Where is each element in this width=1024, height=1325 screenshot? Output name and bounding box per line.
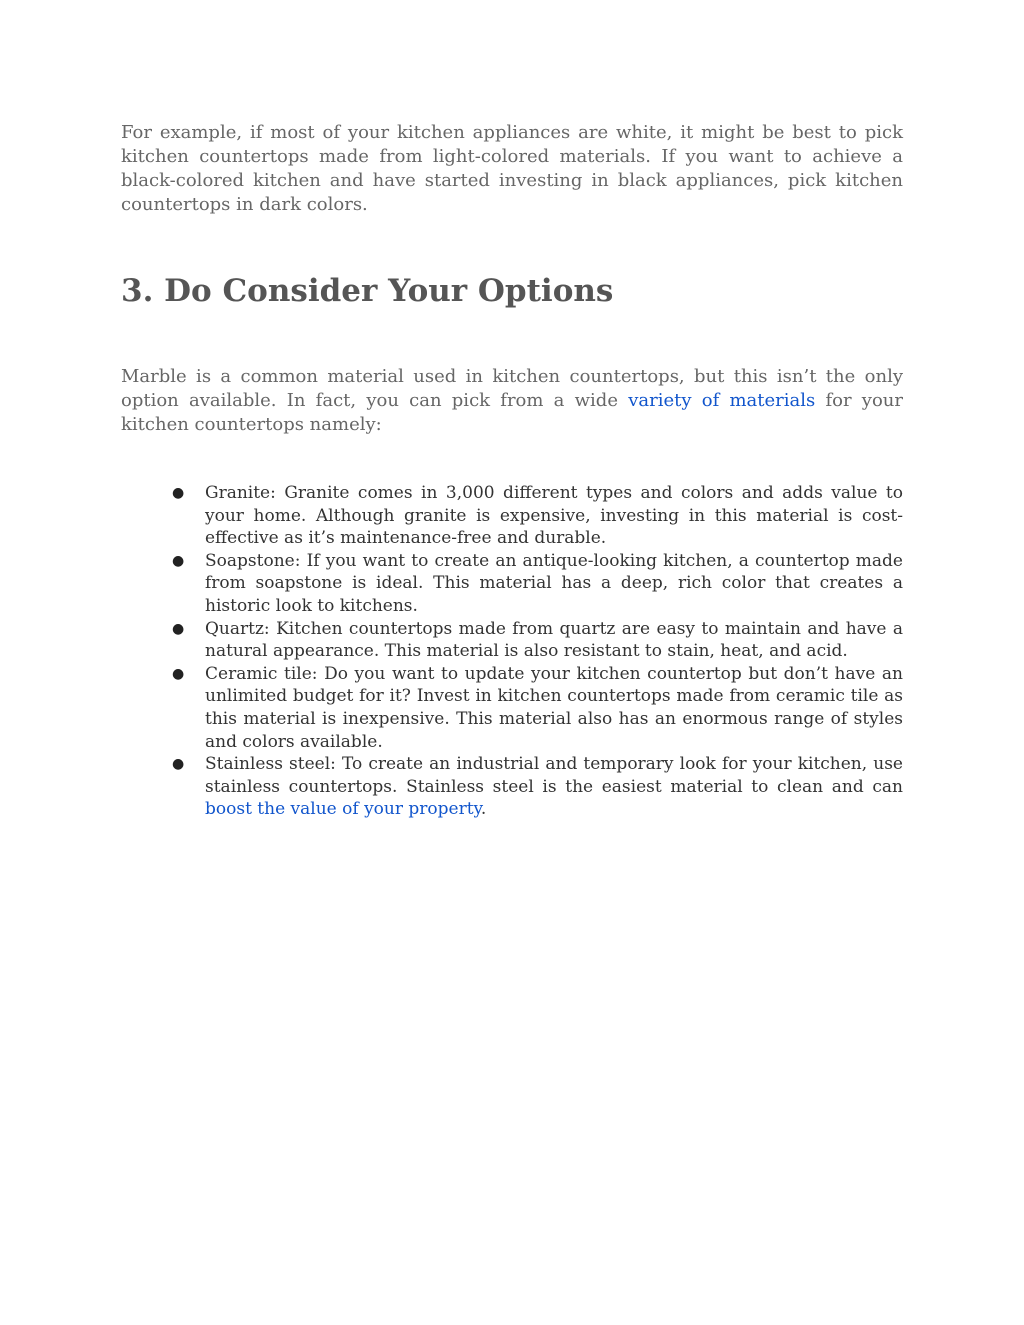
list-item-soapstone <box>121 550 903 618</box>
bullet-icon: ● <box>172 552 185 569</box>
countertop-options-list <box>121 482 903 821</box>
list-item-text: Quartz: Kitchen countertops made from quartz are easy to maintain and have a natural appearance. This material is also resistant to stain, heat, and acid. <box>205 618 903 662</box>
bullet-icon: ● <box>172 665 185 682</box>
list-item-quartz <box>121 618 903 663</box>
list-item-text: Stainless steel: To create an industrial and temporary look for your kitchen, use stainless countertops. Stainless steel is the easiest material to clean and can <box>205 754 903 797</box>
bullet-icon: ● <box>172 485 185 501</box>
options-text-before: Marble is a common material used in kitchen countertops, but this isn’t the only option available. In fact, you can pick from a wide <box>121 366 903 411</box>
list-item-text-after: . <box>480 799 487 820</box>
list-item-granite <box>121 482 903 550</box>
boost-value-link[interactable]: boost the value of your property <box>205 799 481 820</box>
bullet-icon: ● <box>172 620 185 637</box>
options-text-after: for your kitchen countertops namely: <box>121 390 904 435</box>
section-heading: 3. Do Consider Your Options <box>121 273 614 309</box>
list-item-stainless-steel <box>121 753 903 821</box>
document-page <box>121 121 903 821</box>
list-item-text: Granite: Granite comes in 3,000 different types and colors and adds value to your home. Although granite is expensive, investing in this material is cost-effective as it’s maintenance-free and durable. <box>205 483 903 549</box>
intro-paragraph: For example, if most of your kitchen appliances are white, it might be best to pick kitchen countertops made from light-colored materials. If you want to achieve a black-colored kitchen and have started investing in black appliances, pick kitchen countertops in dark colors. <box>121 122 903 215</box>
list-item-text: Soapstone: If you want to create an antique-looking kitchen, a countertop made from soapstone is ideal. This material has a deep, rich color that creates a historic look to kitchens. <box>205 550 903 616</box>
variety-of-materials-link[interactable]: variety of materials <box>628 390 816 411</box>
list-item-ceramic-tile <box>121 663 903 753</box>
list-item-text: Ceramic tile: Do you want to update your kitchen countertop but don’t have an unlimited budget for it? Invest in kitchen countertops made from ceramic tile as this material is inexpensive. This material also has an enormous range of styles and colors available. <box>205 663 903 752</box>
bullet-icon: ● <box>172 756 185 773</box>
options-paragraph <box>121 365 903 437</box>
